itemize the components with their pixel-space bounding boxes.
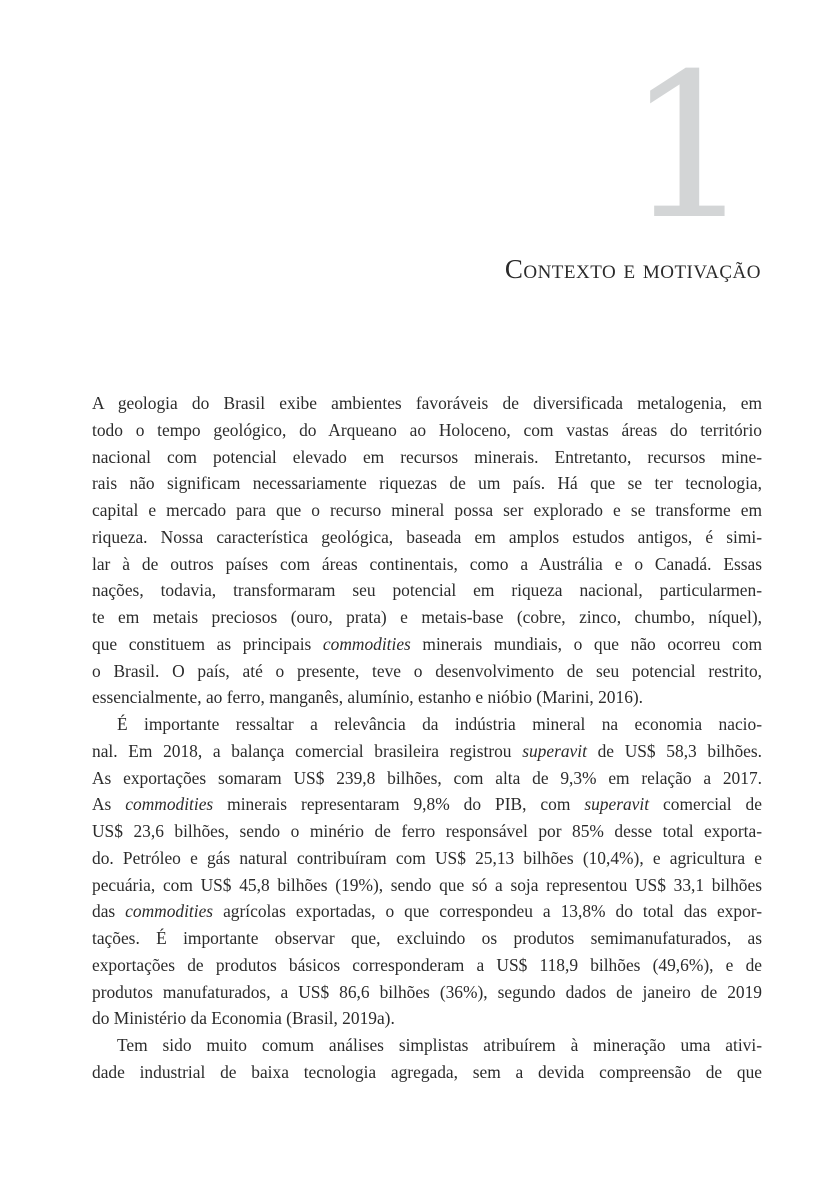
text-line [92, 818, 762, 845]
paragraph [92, 390, 762, 711]
text-segment: A geologia do Brasil exibe ambientes favoráveis de diversificada metalogenia, em [92, 393, 762, 413]
text-line [92, 658, 762, 685]
text-line [92, 417, 762, 444]
italic-term: commodities [125, 901, 214, 922]
text-segment: As [92, 794, 126, 815]
text-line [92, 791, 762, 818]
text-segment: dade industrial de baixa tecnologia agregada, sem a devida compreensão de que [92, 1061, 762, 1082]
text-line [92, 497, 762, 524]
text-line [92, 577, 762, 604]
italic-term: superavit [584, 794, 650, 815]
text-line [92, 1032, 762, 1059]
paragraph [92, 1032, 762, 1086]
text-segment: te em metais preciosos (ouro, prata) e metais-base (cobre, zinco, chumbo, níquel), [92, 607, 762, 627]
text-segment: agrícolas exportadas, o que correspondeu a 13,8% do total das expor- [213, 901, 762, 922]
text-segment: essencialmente, ao ferro, manganês, alumínio, estanho e nióbio (Marini, 2016). [92, 687, 644, 708]
text-segment: rais não significam necessariamente riquezas de um país. Há que se ter tecnologia, [92, 473, 762, 494]
text-line [92, 390, 762, 417]
text-line [92, 711, 762, 738]
chapter-number: 1 [625, 31, 753, 264]
text-segment: capital e mercado para que o recurso mineral possa ser explorado e se transforme em [92, 500, 762, 520]
text-line [92, 684, 762, 711]
text-segment: US$ 23,6 bilhões, sendo o minério de ferro responsável por 85% desse total exporta- [92, 821, 762, 841]
paragraph [92, 711, 762, 1032]
text-segment: As exportações somaram US$ 239,8 bilhões, com alta de 9,3% em relação a 2017. [92, 767, 762, 788]
text-segment: riqueza. Nossa característica geológica, baseada em amplos estudos antigos, é simi- [92, 526, 762, 547]
text-line [92, 631, 762, 658]
text-segment: minerais representaram 9,8% do PIB, com [213, 794, 585, 815]
text-segment: todo o tempo geológico, do Arqueano ao Holoceno, com vastas áreas do território [92, 419, 762, 440]
chapter-title: Contexto e motivação [504, 254, 761, 284]
text-segment: pecuária, com US$ 45,8 bilhões (19%), sendo que só a soja representou US$ 33,1 bilhões [92, 874, 762, 895]
text-segment: nal. Em 2018, a balança comercial brasileira registrou [92, 740, 523, 761]
italic-term: commodities [322, 633, 411, 654]
text-segment: comercial de [649, 794, 762, 815]
text-segment: nacional com potencial elevado em recursos minerais. Entretanto, recursos mine- [92, 446, 762, 467]
text-segment: o Brasil. O país, até o presente, teve o desenvolvimento de seu potencial restrito, [92, 660, 762, 681]
text-segment: lar à de outros países com áreas continentais, como a Austrália e o Canadá. Essas [92, 553, 762, 574]
text-line [92, 765, 762, 792]
text-line [92, 1059, 762, 1086]
text-segment: das [92, 901, 126, 922]
text-line [92, 738, 762, 765]
text-line [92, 470, 762, 497]
text-segment: minerais mundiais, o que não ocorreu com [410, 633, 762, 654]
text-line [92, 1005, 762, 1032]
text-line [92, 898, 762, 925]
text-segment: Tem sido muito comum análises simplistas atribuírem à mineração uma ativi- [117, 1035, 762, 1055]
text-segment: do Ministério da Economia (Brasil, 2019a). [92, 1008, 395, 1029]
italic-term: commodities [125, 794, 214, 815]
text-segment: É importante ressaltar a relevância da indústria mineral na economia nacio- [117, 714, 762, 734]
text-line [92, 925, 762, 952]
text-line [92, 524, 762, 551]
text-line [92, 604, 762, 631]
text-segment: nações, todavia, transformaram seu potencial em riqueza nacional, particularmen- [92, 580, 762, 601]
text-segment: de US$ 58,3 bilhões. [586, 740, 762, 761]
text-segment: produtos manufaturados, a US$ 86,6 bilhões (36%), segundo dados de janeiro de 2019 [92, 981, 762, 1002]
text-segment: tações. É importante observar que, excluindo os produtos semimanufaturados, as [92, 928, 762, 948]
text-line [92, 872, 762, 899]
italic-term: superavit [522, 740, 587, 761]
text-segment: exportações de produtos básicos corresponderam a US$ 118,9 bilhões (49,6%), e de [92, 954, 762, 975]
text-line [92, 444, 762, 471]
text-segment: do. Petróleo e gás natural contribuíram com US$ 25,13 bilhões (10,4%), e agricultura e [92, 847, 762, 868]
text-line [92, 551, 762, 578]
text-segment: que constituem as principais [92, 633, 323, 654]
text-line [92, 979, 762, 1006]
text-line [92, 952, 762, 979]
body-text [92, 390, 762, 1086]
text-line [92, 845, 762, 872]
